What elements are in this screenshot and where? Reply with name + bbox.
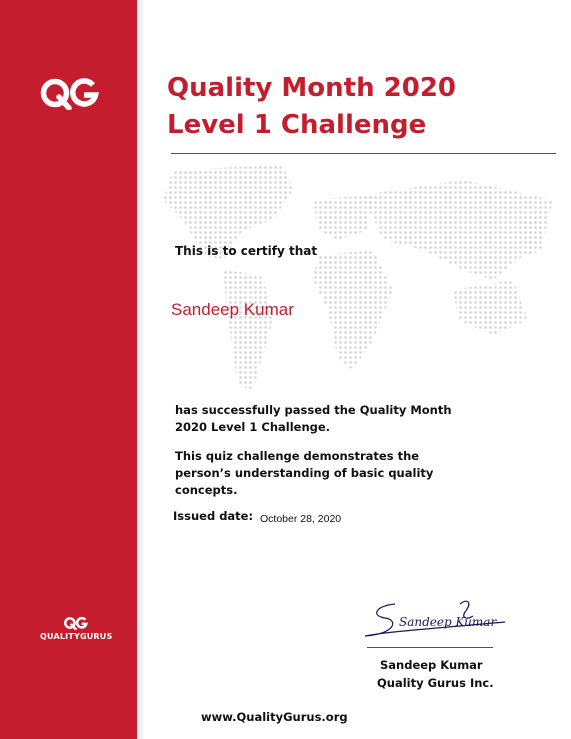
brand-name: QUALITYGURUS — [40, 632, 113, 641]
recipient-name: Sandeep Kumar — [171, 300, 294, 319]
certificate-title — [167, 70, 456, 144]
achievement-statement: has successfully passed the Quality Month 2020 Level 1 Challenge. — [175, 403, 452, 434]
title-line-2: Level 1 Challenge — [167, 110, 427, 140]
issued-date-label: Issued date: — [173, 509, 254, 523]
signer-name: Sandeep Kumar — [380, 658, 483, 672]
signature-line — [367, 647, 493, 648]
qualitygurus-logo — [40, 616, 112, 641]
handwritten-signature — [355, 594, 525, 644]
qg-small-logo-icon — [63, 616, 89, 630]
certify-text: This is to certify that — [175, 244, 318, 258]
qg-logo-icon — [38, 76, 102, 110]
challenge-description: This quiz challenge demonstrates the person’s understanding of basic quality concepts. — [175, 449, 434, 497]
issued-date-value: October 28, 2020 — [260, 513, 342, 525]
website-link[interactable]: www.QualityGurus.org — [201, 710, 348, 724]
title-line-1: Quality Month 2020 — [167, 73, 457, 103]
signer-organization: Quality Gurus Inc. — [377, 676, 494, 690]
title-underline — [171, 153, 556, 154]
signature-handwriting: Sandeep Kumar — [399, 615, 497, 629]
world-map-background — [143, 160, 571, 400]
